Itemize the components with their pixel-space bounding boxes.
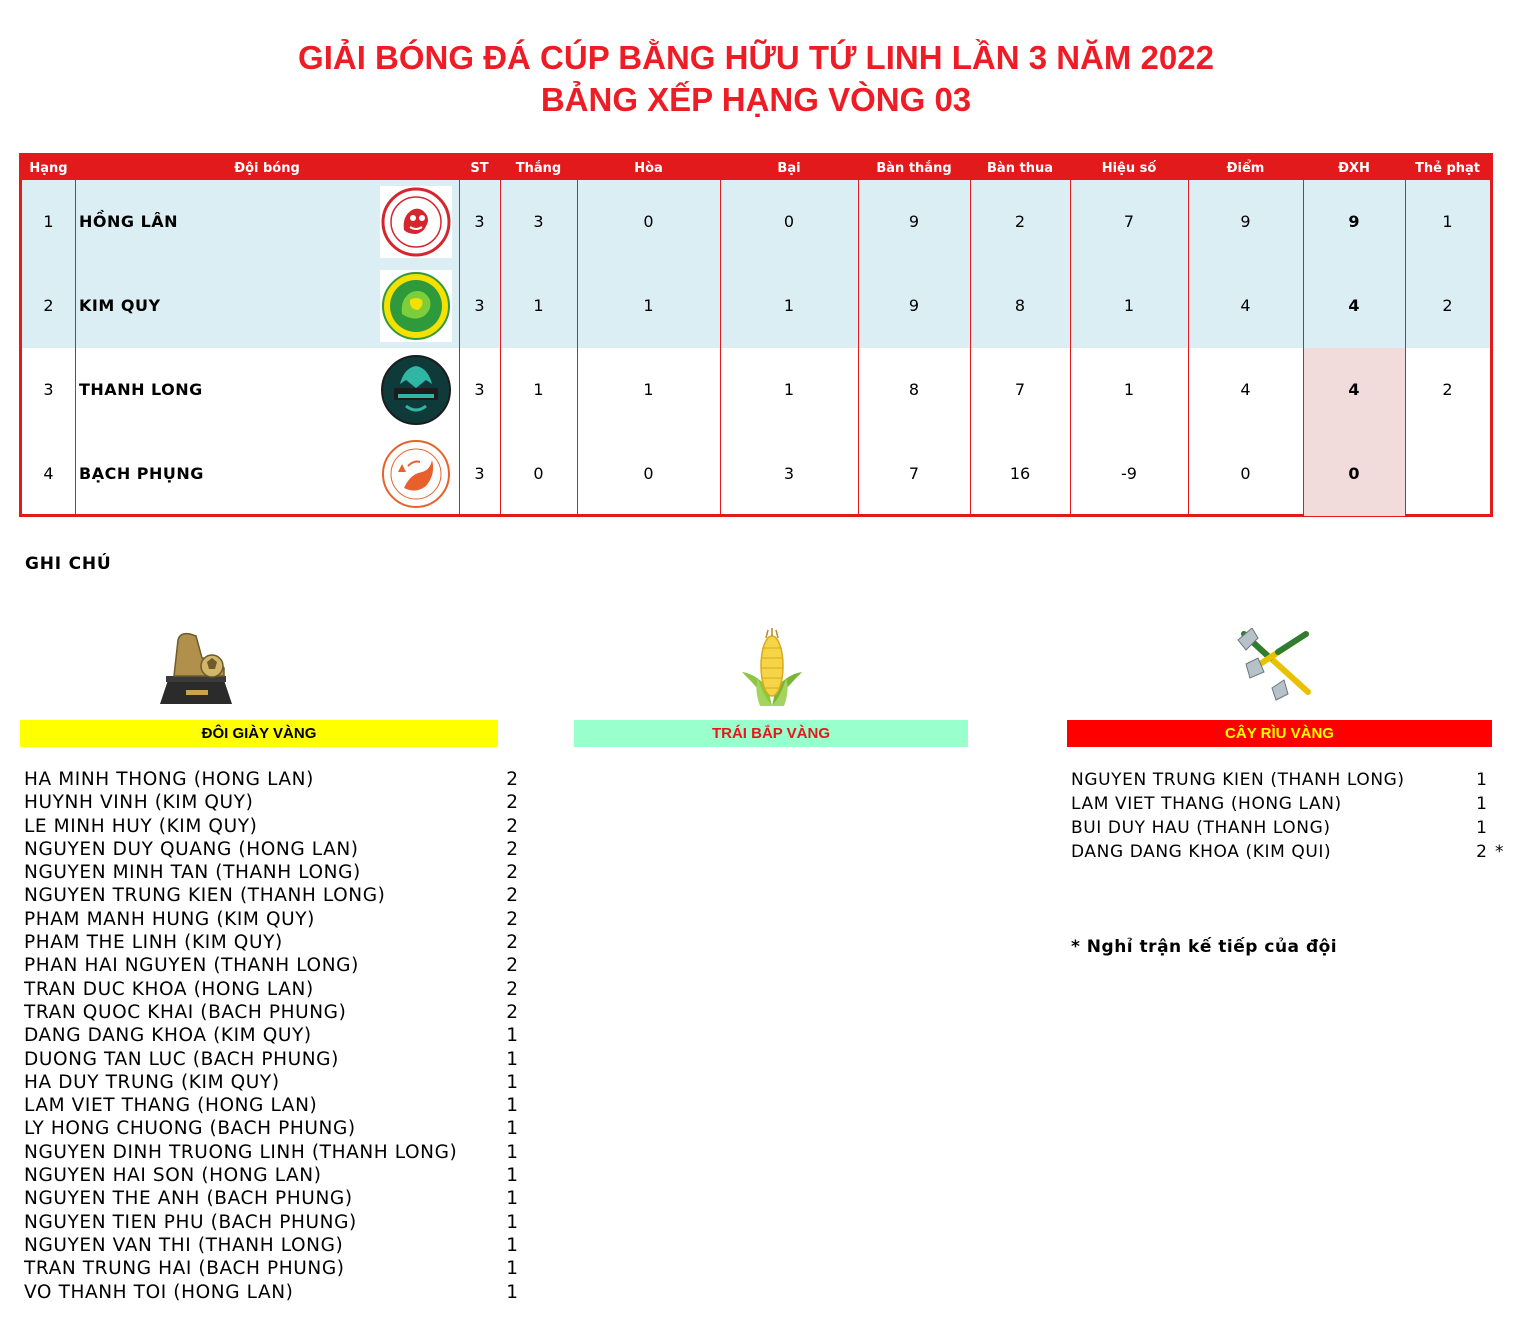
player-name: NGUYEN TRUNG KIEN (THANH LONG) [1071, 770, 1405, 790]
grid-line [970, 180, 971, 517]
grid-line [577, 180, 578, 517]
goal-count: 1 [506, 1025, 518, 1047]
kim-quy-logo-icon [380, 270, 452, 342]
player-name: NGUYEN TIEN PHU (BACH PHUNG) [24, 1211, 357, 1233]
goal-count: 1 [506, 1118, 518, 1140]
header-dxh: ĐXH [1338, 161, 1370, 176]
played-cell: 3 [474, 296, 485, 315]
player-name: NGUYEN THE ANH (BACH PHUNG) [24, 1188, 353, 1210]
points-cell: 0 [1240, 464, 1251, 483]
win-cell: 3 [533, 212, 544, 231]
draw-cell: 0 [643, 464, 654, 483]
goal-count: 1 [506, 1258, 518, 1280]
dxh-cell: 9 [1348, 212, 1360, 231]
player-name: LAM VIET THANG (HONG LAN) [24, 1095, 318, 1117]
suspension-mark: * [1495, 842, 1504, 862]
cards-cell: 2 [1442, 296, 1453, 315]
goal-diff-cell: 1 [1123, 296, 1135, 315]
goal-count: 2 [506, 862, 518, 884]
goal-count: 1 [506, 1234, 518, 1256]
player-name: DANG DANG KHOA (KIM QUY) [24, 1025, 312, 1047]
header-goal-diff: Hiệu số [1101, 161, 1157, 176]
header-points: Điểm [1226, 161, 1265, 176]
player-name: TRAN DUC KHOA (HONG LAN) [24, 978, 314, 1000]
grid-line [459, 180, 460, 517]
player-name: BUI DUY HAU (THANH LONG) [1071, 818, 1331, 838]
goal-count: 1 [506, 1141, 518, 1163]
hong-lan-logo-icon [380, 186, 452, 258]
list-item [24, 978, 518, 1001]
goal-count: 2 [506, 815, 518, 837]
player-name: NGUYEN VAN THI (THANH LONG) [24, 1234, 344, 1256]
player-name: HA DUY TRUNG (KIM QUY) [24, 1071, 280, 1093]
dxh-cell: 4 [1303, 348, 1405, 432]
win-cell: 1 [533, 380, 544, 399]
player-name: VO THANH TOI (HONG LAN) [24, 1281, 294, 1303]
points-cell: 4 [1240, 380, 1251, 399]
list-item [1071, 816, 1511, 840]
team-name: BẠCH PHỤNG [79, 464, 204, 483]
table-header [22, 156, 1490, 180]
notes-title: GHI CHÚ [25, 554, 112, 574]
list-item [1071, 792, 1511, 816]
table-row [22, 432, 1490, 516]
loss-cell: 1 [783, 380, 795, 399]
grid-line [75, 180, 76, 517]
suspension-footnote: * Nghỉ trận kế tiếp của đội [1071, 937, 1338, 957]
goals-for-cell: 8 [908, 380, 920, 399]
scorer-list [24, 768, 518, 1304]
grid-line [1405, 180, 1406, 517]
goal-count: 1 [506, 1048, 518, 1070]
cards-cell: 1 [1442, 212, 1453, 231]
header-team: Đội bóng [234, 161, 300, 176]
grid-line [720, 180, 721, 517]
list-item [24, 954, 518, 977]
player-name: TRAN QUOC KHAI (BACH PHUNG) [24, 1001, 347, 1023]
list-item [24, 768, 518, 791]
list-item [24, 1048, 518, 1071]
title-line-2: BẢNG XẾP HẠNG VÒNG 03 [540, 81, 972, 118]
corn-icon [738, 628, 806, 708]
goal-count: 2 [506, 978, 518, 1000]
grid-line [858, 180, 859, 517]
player-name: NGUYEN DINH TRUONG LINH (THANH LONG) [24, 1141, 458, 1163]
player-name: NGUYEN MINH TAN (THANH LONG) [24, 862, 361, 884]
goals-against-cell: 7 [1014, 380, 1026, 399]
grid-line [1070, 180, 1071, 517]
goal-diff-cell: 7 [1123, 212, 1135, 231]
list-item [24, 1024, 518, 1047]
win-cell: 1 [533, 296, 544, 315]
draw-cell: 1 [643, 380, 654, 399]
list-item [24, 1234, 518, 1257]
rank-cell: 2 [43, 296, 54, 315]
goal-count: 1 [506, 1188, 518, 1210]
rank-cell: 4 [43, 464, 54, 483]
header-loss: Bại [777, 161, 801, 176]
header-cards: Thẻ phạt [1414, 161, 1480, 176]
list-item [24, 908, 518, 931]
goal-count: 2 [506, 838, 518, 860]
goals-for-cell: 7 [908, 464, 920, 483]
win-cell: 0 [533, 464, 544, 483]
loss-cell: 0 [783, 212, 795, 231]
rank-cell: 3 [43, 380, 54, 399]
list-item [24, 1187, 518, 1210]
header-draw: Hòa [634, 161, 663, 176]
list-item [24, 815, 518, 838]
loss-cell: 1 [783, 296, 795, 315]
goals-for-cell: 9 [908, 296, 920, 315]
list-item [24, 1164, 518, 1187]
title-line-1: GIẢI BÓNG ĐÁ CÚP BẰNG HỮU TỨ LINH LẦN 3 NĂM 2022 [298, 39, 1214, 76]
table-row [22, 348, 1490, 432]
list-item [24, 884, 518, 907]
goal-count: 1 [506, 1165, 518, 1187]
draw-cell: 1 [643, 296, 654, 315]
points-cell: 9 [1240, 212, 1251, 231]
player-name: PHAN HAI NGUYEN (THANH LONG) [24, 955, 359, 977]
goal-count: 1 [506, 1211, 518, 1233]
player-name: PHAM MANH HUNG (KIM QUY) [24, 908, 315, 930]
list-item [24, 1094, 518, 1117]
goal-count: 2 [506, 932, 518, 954]
bach-phung-logo-icon [380, 438, 452, 510]
list-item [24, 931, 518, 954]
player-name: TRAN TRUNG HAI (BACH PHUNG) [24, 1258, 345, 1280]
played-cell: 3 [474, 464, 485, 483]
player-name: NGUYEN HAI SON (HONG LAN) [24, 1165, 322, 1187]
dxh-cell: 0 [1303, 432, 1405, 516]
played-cell: 3 [474, 212, 485, 231]
goal-count: 2 [506, 769, 518, 790]
card-count: 2 [1476, 842, 1487, 862]
team-name: HỒNG LÂN [79, 212, 179, 231]
list-item [24, 1001, 518, 1024]
goals-against-cell: 8 [1014, 296, 1026, 315]
team-name: KIM QUY [79, 296, 161, 315]
player-name: DUONG TAN LUC (BACH PHUNG) [24, 1048, 339, 1070]
list-item [24, 1211, 518, 1234]
grid-line [1303, 180, 1304, 517]
draw-cell: 0 [643, 212, 654, 231]
player-name: HUYNH VINH (KIM QUY) [24, 792, 254, 814]
dxh-cell: 4 [1348, 296, 1360, 315]
player-name: PHAM THE LINH (KIM QUY) [24, 932, 283, 954]
standings-table [19, 153, 1493, 517]
player-name: HA MINH THONG (HONG LAN) [24, 769, 314, 790]
played-cell: 3 [474, 380, 485, 399]
list-item [24, 1257, 518, 1280]
goal-count: 2 [506, 955, 518, 977]
header-rank: Hạng [29, 161, 68, 176]
player-name: LAM VIET THANG (HONG LAN) [1071, 794, 1342, 814]
table-row [22, 264, 1490, 348]
player-name: DANG DANG KHOA (KIM QUI) [1071, 842, 1332, 862]
goal-count: 2 [506, 908, 518, 930]
header-played: ST [470, 161, 489, 176]
header-goals-against: Bàn thua [987, 161, 1053, 176]
golden-corn-label: TRÁI BẮP VÀNG [574, 720, 968, 747]
goal-count: 1 [506, 1071, 518, 1093]
grid-line [1188, 180, 1189, 517]
goal-count: 1 [506, 1095, 518, 1117]
card-count: 1 [1476, 770, 1487, 790]
header-goals-for: Bàn thắng [876, 161, 952, 176]
goal-count: 2 [506, 1001, 518, 1023]
card-count: 1 [1476, 794, 1487, 814]
player-name: LY HONG CHUONG (BACH PHUNG) [24, 1118, 356, 1140]
goal-diff-cell: -9 [1121, 464, 1137, 483]
golden-boot-label: ĐÔI GIÀY VÀNG [20, 720, 498, 747]
team-name: THANH LONG [79, 380, 203, 399]
list-item [1071, 840, 1511, 864]
cards-list [1071, 768, 1511, 864]
cards-cell: 2 [1442, 380, 1453, 399]
goals-against-cell: 2 [1014, 212, 1026, 231]
list-item [24, 838, 518, 861]
axe-icon [1236, 628, 1316, 708]
table-row [22, 180, 1490, 264]
player-name: LE MINH HUY (KIM QUY) [24, 815, 258, 837]
list-item [24, 791, 518, 814]
list-item [24, 1141, 518, 1164]
list-item [24, 861, 518, 884]
list-item [24, 1117, 518, 1140]
list-item [24, 1071, 518, 1094]
list-item [24, 1281, 518, 1304]
goal-count: 2 [506, 885, 518, 907]
goal-count: 2 [506, 792, 518, 814]
player-name: NGUYEN DUY QUANG (HONG LAN) [24, 838, 359, 860]
list-item [1071, 768, 1511, 792]
goal-count: 1 [506, 1281, 518, 1303]
thanh-long-logo-icon [380, 354, 452, 426]
player-name: NGUYEN TRUNG KIEN (THANH LONG) [24, 885, 386, 907]
cards-cell [1405, 432, 1490, 516]
points-cell: 4 [1240, 296, 1251, 315]
goal-diff-cell: 1 [1123, 380, 1135, 399]
loss-cell: 3 [783, 464, 795, 483]
golden-boot-trophy-icon [152, 628, 240, 708]
goals-against-cell: 16 [1009, 464, 1031, 483]
rank-cell: 1 [43, 212, 54, 231]
card-count: 1 [1476, 818, 1487, 838]
grid-line [500, 180, 501, 517]
golden-axe-label: CÂY RÌU VÀNG [1067, 720, 1492, 747]
header-win: Thắng [515, 161, 562, 176]
goals-for-cell: 9 [908, 212, 920, 231]
